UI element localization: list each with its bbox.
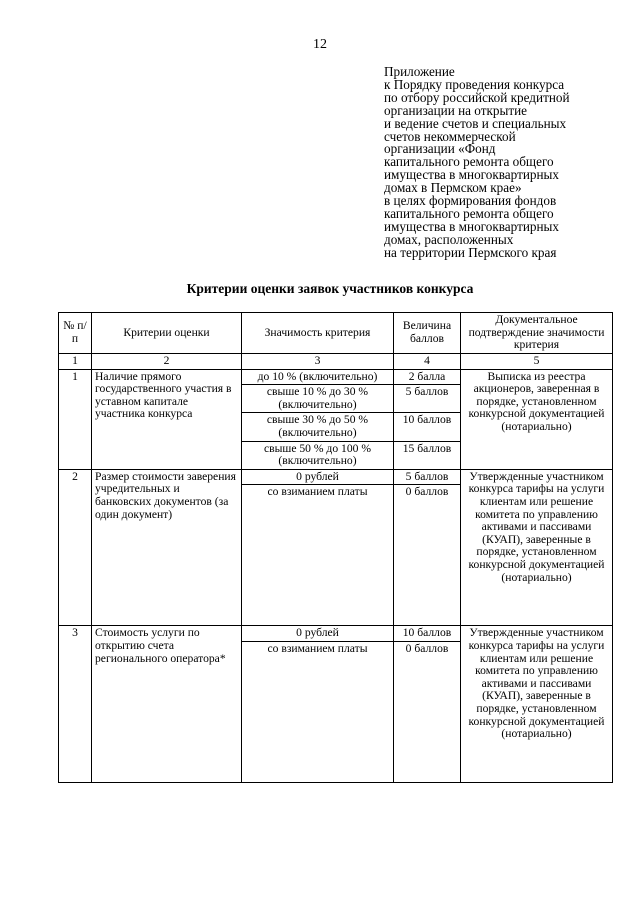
header-criterion: Критерии оценки xyxy=(92,313,242,354)
appendix-line: капитального ремонта общего xyxy=(384,205,554,221)
score-cell: 5 баллов xyxy=(394,469,461,485)
index-cell: 4 xyxy=(394,354,461,370)
appendix-line: по отбору российской кредитной xyxy=(384,89,570,105)
appendix-line: Приложение xyxy=(384,64,455,79)
appendix-line: организации на открытие xyxy=(384,102,528,118)
criterion-cell: Наличие прямого государственного участия в уставном капитале участника конкурса xyxy=(92,369,242,469)
table-header-row xyxy=(59,313,613,354)
proof-cell: Утвержденные участником конкурса тарифы на услуги клиентам или решение комитета по управлению активами и пассивами (КУАП), заверенные в порядке, установленном конкурсной документацией (нотариально) xyxy=(461,626,613,783)
score-cell: 0 баллов xyxy=(394,485,461,626)
score-cell: 10 баллов xyxy=(394,413,461,441)
row-number: 2 xyxy=(59,469,92,626)
appendix-line: в целях формирования фондов xyxy=(384,193,557,209)
header-proof: Документальное подтверждение значимости критерия xyxy=(461,313,613,354)
appendix-line: домах в Пермском крае» xyxy=(384,180,522,196)
significance-cell: со взиманием платы xyxy=(242,485,394,626)
score-cell: 15 баллов xyxy=(394,441,461,469)
appendix-line: имущества в многоквартирных xyxy=(384,167,560,183)
criterion-cell: Стоимость услуги по открытию счета регионального оператора* xyxy=(92,626,242,783)
appendix-line: и ведение счетов и специальных xyxy=(384,115,567,131)
table-row xyxy=(59,626,613,642)
page-number: 12 xyxy=(313,37,327,52)
significance-cell: 0 рублей xyxy=(242,469,394,485)
appendix-block xyxy=(384,66,624,260)
proof-cell: Утвержденные участником конкурса тарифы на услуги клиентам или решение комитета по управлению активами и пассивами (КУАП), заверенные в порядке, установленном конкурсной документацией (нотариально) xyxy=(461,469,613,626)
significance-cell: 0 рублей xyxy=(242,626,394,642)
score-cell: 5 баллов xyxy=(394,385,461,413)
header-score: Величина баллов xyxy=(394,313,461,354)
significance-cell: до 10 % (включительно) xyxy=(242,369,394,385)
score-cell: 0 баллов xyxy=(394,641,461,782)
table-index-row xyxy=(59,354,613,370)
criteria-table xyxy=(58,312,613,783)
proof-cell: Выписка из реестра акционеров, заверенная в порядке, установленном конкурсной документацией (нотариально) xyxy=(461,369,613,469)
score-cell: 10 баллов xyxy=(394,626,461,642)
significance-cell: свыше 30 % до 50 % (включительно) xyxy=(242,413,394,441)
row-number: 1 xyxy=(59,369,92,469)
index-cell: 5 xyxy=(461,354,613,370)
appendix-line: организации «Фонд xyxy=(384,141,496,157)
criterion-cell: Размер стоимости заверения учредительных и банковских документов (за один документ) xyxy=(92,469,242,626)
table-row xyxy=(59,469,613,485)
appendix-line: к Порядку проведения конкурса xyxy=(384,76,565,92)
table-row xyxy=(59,369,613,385)
score-cell: 2 балла xyxy=(394,369,461,385)
header-significance: Значимость критерия xyxy=(242,313,394,354)
significance-cell: свыше 50 % до 100 % (включительно) xyxy=(242,441,394,469)
appendix-line: капитального ремонта общего xyxy=(384,154,554,170)
index-cell: 1 xyxy=(59,354,92,370)
document-title: Критерии оценки заявок участников конкурса xyxy=(186,281,474,296)
significance-cell: свыше 10 % до 30 % (включительно) xyxy=(242,385,394,413)
index-cell: 2 xyxy=(92,354,242,370)
header-num: № п/п xyxy=(59,313,92,354)
index-cell: 3 xyxy=(242,354,394,370)
appendix-line: на территории Пермского края xyxy=(384,244,557,260)
appendix-line: домах, расположенных xyxy=(384,231,514,247)
significance-cell: со взиманием платы xyxy=(242,641,394,782)
appendix-line: имущества в многоквартирных xyxy=(384,218,560,234)
appendix-line: счетов некоммерческой xyxy=(384,128,516,144)
row-number: 3 xyxy=(59,626,92,783)
